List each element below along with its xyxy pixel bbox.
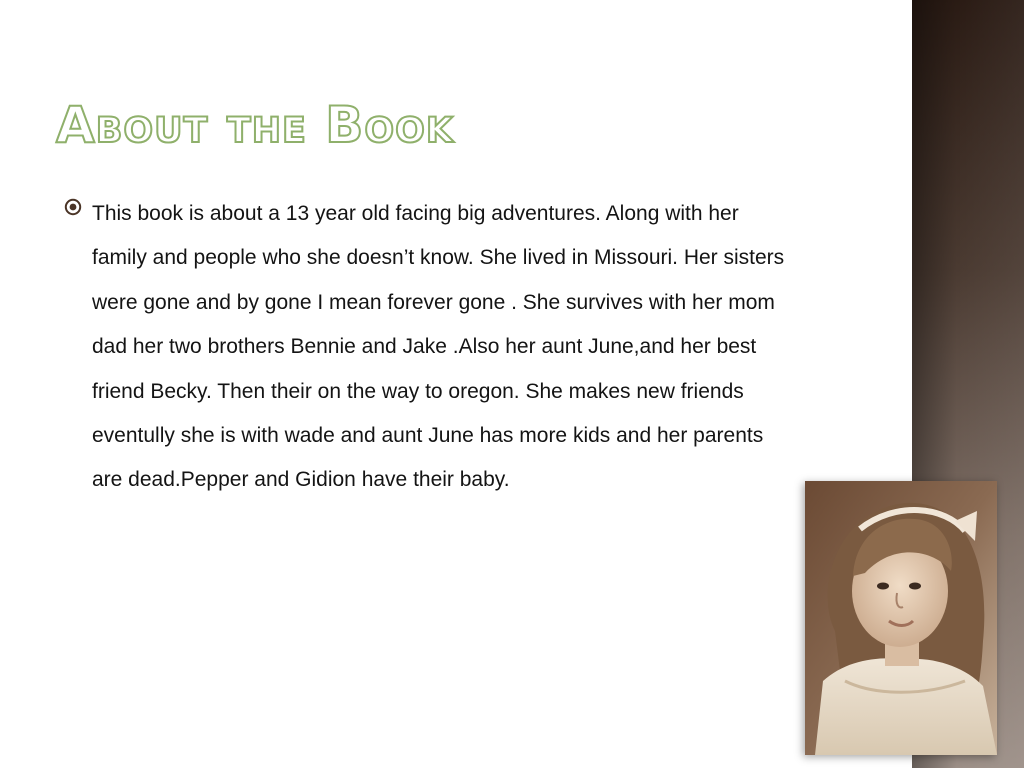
- target-bullet-icon: [64, 198, 82, 216]
- slide-title: About the Book: [56, 96, 455, 154]
- bullet-paragraph: This book is about a 13 year old facing big adventures. Along with her family and people who she doesn’t know. She lived in Missouri. Her sisters were gone and by gone I mean forever gone . She survives with her mom dad her two brothers Bennie and Jake .Also her aunt June,and her best friend Becky. Then their on the way to oregon. She makes new friends eventully she is with wade and aunt June has more kids and her parents are dead.Pepper and Gidion have their baby.: [92, 202, 785, 492]
- vintage-girl-photo: [805, 481, 997, 755]
